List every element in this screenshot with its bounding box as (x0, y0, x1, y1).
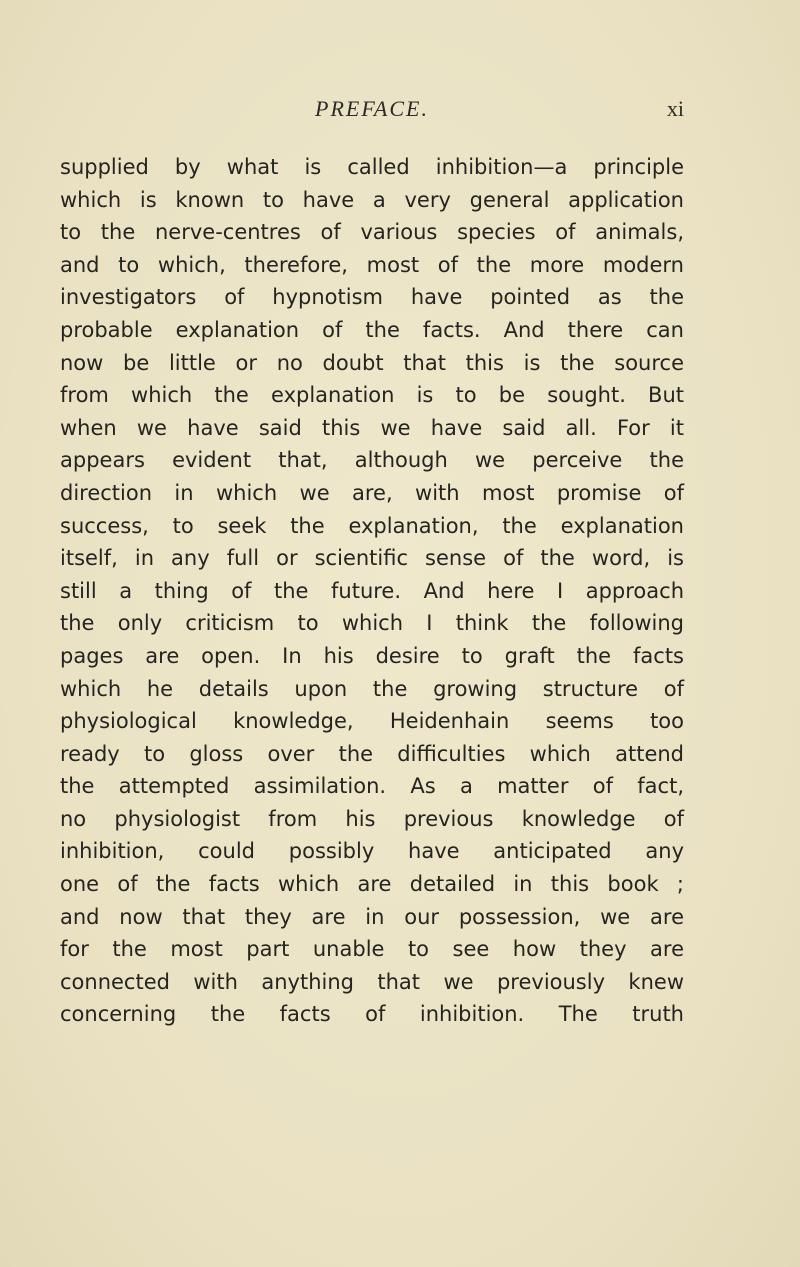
text-line: investigators of hypnotism have pointed as the (60, 285, 684, 310)
text-line: no physiologist from his previous knowledge of (60, 806, 684, 831)
text-line: now be little or no doubt that this is the source (60, 350, 684, 375)
page-number: xi (666, 96, 684, 121)
text-line: supplied by what is called inhibition—a principle (60, 155, 684, 179)
text-line: appears evident that, although we perceive the (60, 448, 684, 473)
text-line: which he details upon the growing structure of (60, 676, 684, 701)
text-line: to the nerve-centres of various species of animals, (60, 220, 684, 245)
text-line: itself, in any full or scientific sense of the word, is (60, 546, 684, 571)
text-line: which is known to have a very general application (60, 187, 684, 212)
text-line: direction in which we are, with most promise of (60, 480, 684, 505)
text-line: inhibition, could possibly have anticipated any (60, 839, 684, 864)
text-line: connected with anything that we previously knew (60, 969, 684, 994)
text-line: for the most part unable to see how they are (60, 937, 684, 962)
text-line: the attempted assimilation. As a matter of fact, (60, 774, 684, 799)
text-line: still a thing of the future. And here I approach (60, 578, 684, 603)
text-line: physiological knowledge, Heidenhain seems too (60, 709, 684, 734)
text-line: pages are open. In his desire to graft the facts (60, 643, 684, 668)
running-title: PREFACE. (315, 96, 429, 121)
text-line: from which the explanation is to be sought. But (60, 383, 684, 408)
text-line: the only criticism to which I think the following (60, 611, 684, 636)
text-line: one of the facts which are detailed in this book ; (60, 872, 684, 897)
body-text (60, 151, 684, 1031)
text-line: success, to seek the explanation, the explanation (60, 513, 684, 538)
text-line: probable explanation of the facts. And there can (60, 317, 684, 342)
text-line: ready to gloss over the difficulties which attend (60, 741, 684, 766)
text-line: concerning the facts of inhibition. The truth (60, 1002, 684, 1027)
text-line: and now that they are in our possession, we are (60, 904, 684, 929)
text-line: and to which, therefore, most of the more modern (60, 252, 684, 277)
text-line: when we have said this we have said all. For it (60, 415, 684, 440)
page-header (60, 94, 684, 124)
